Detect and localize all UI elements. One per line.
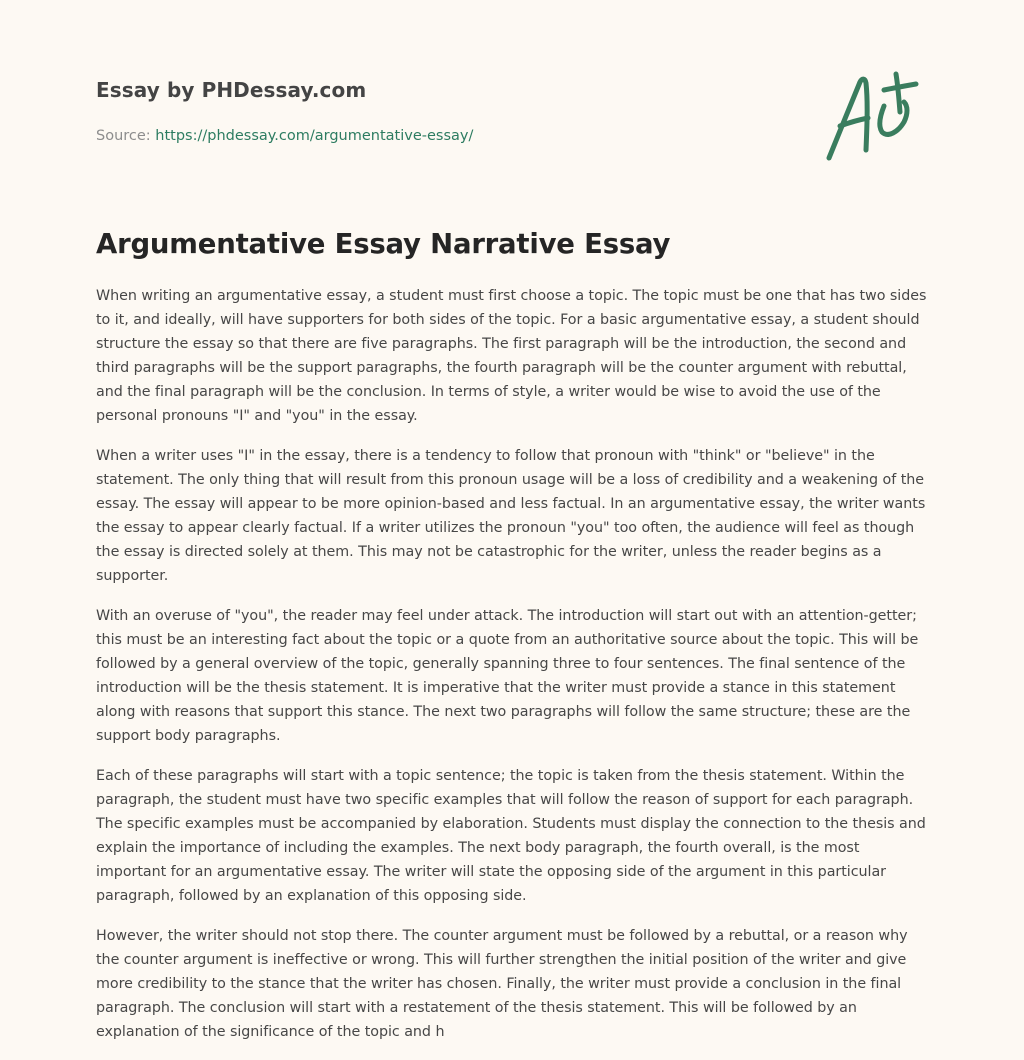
site-title: Essay by PHDessay.com: [96, 78, 367, 102]
article-title: Argumentative Essay Narrative Essay: [96, 228, 671, 260]
paragraph: However, the writer should not stop there. The counter argument must be followed by a rebuttal, or a reason why the counter argument is ineffective or wrong. This will further strengthen the initial position of the writer and give more credibility to the stance that the writer has chosen. Finally, the writer must provide a conclusion in the final paragraph. The conclusion will start with a restatement of the thesis statement. This will be followed by an explanation of the significance of the topic and h: [96, 928, 908, 1040]
article-body: [96, 284, 932, 1044]
paragraph: When a writer uses "I" in the essay, there is a tendency to follow that pronoun with "think" or "believe" in the statement. The only thing that will result from this pronoun usage will be a loss of credibility and a weakening of the essay. The essay will appear to be more opinion-based and less factual. In an argumentative essay, the writer wants the essay to appear clearly factual. If a writer utilizes the pronoun "you" too often, the audience will feel as though the essay is directed solely at them. This may not be catastrophic for the writer, unless the reader begins as a supporter.: [96, 448, 926, 584]
paragraph: When writing an argumentative essay, a student must first choose a topic. The topic must be one that has two sides to it, and ideally, will have supporters for both sides of the topic. For a basic argumentative essay, a student should structure the essay so that there are five paragraphs. The first paragraph will be the introduction, the second and third paragraphs will be the support paragraphs, the fourth paragraph will be the counter argument with rebuttal, and the final paragraph will be the conclusion. In terms of style, a writer would be wise to avoid the use of the personal pronouns "I" and "you" in the essay.: [96, 288, 927, 424]
source-label: Source:: [96, 128, 156, 144]
source-link[interactable]: https://phdessay.com/argumentative-essay/: [155, 128, 474, 144]
paragraph: Each of these paragraphs will start with a topic sentence; the topic is taken from the thesis statement. Within the paragraph, the student must have two specific examples that will follow the reason of support for each paragraph. The specific examples must be accompanied by elaboration. Students must display the connection to the thesis and explain the importance of including the examples. The next body paragraph, the fourth overall, is the most important for an argumentative essay. The writer will state the opposing side of the argument in this particular paragraph, followed by an explanation of this opposing side.: [96, 768, 926, 904]
paragraph: With an overuse of "you", the reader may feel under attack. The introduction will start out with an attention-getter; this must be an interesting fact about the topic or a quote from an authoritative source about the topic. This will be followed by a general overview of the topic, generally spanning three to four sentences. The final sentence of the introduction will be the thesis statement. It is imperative that the writer must provide a stance in this statement along with reasons that support this stance. The next two paragraphs will follow the same structure; these are the support body paragraphs.: [96, 608, 919, 744]
a-plus-grade-icon: [822, 66, 928, 164]
page-header: [96, 74, 696, 146]
source-line: [96, 126, 696, 146]
article: [96, 222, 932, 1060]
